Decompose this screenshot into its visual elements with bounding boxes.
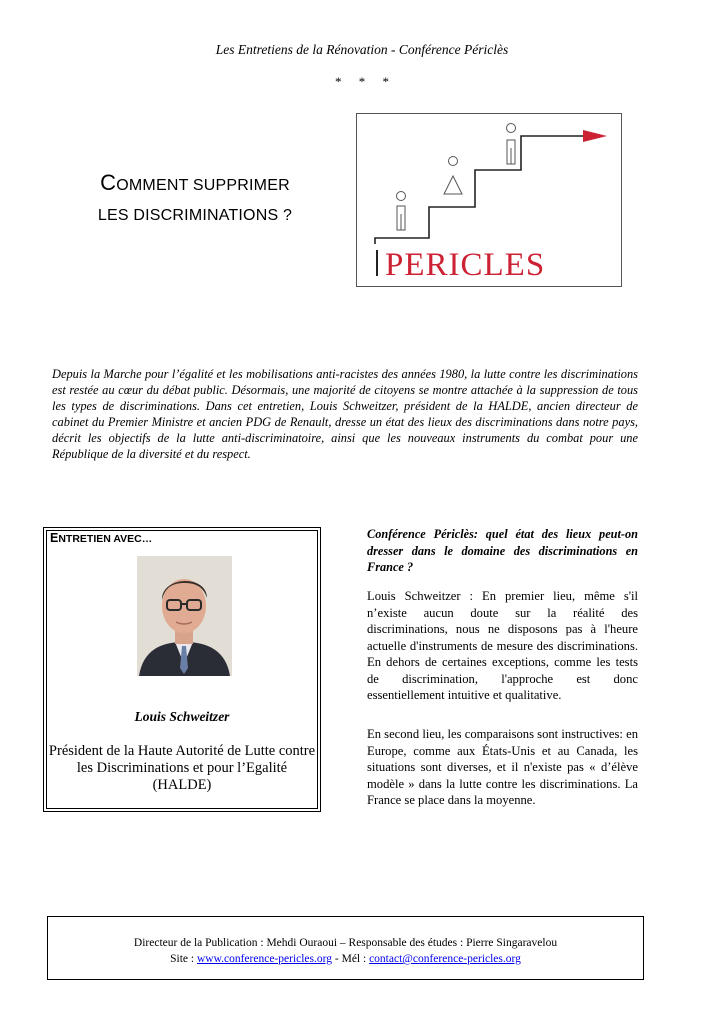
pericles-logo	[356, 113, 622, 287]
answer-paragraph-2: En second lieu, les comparaisons sont instructives: en Europe, comme aux États-Unis et au Canada, les situations sont diverses, et il n'existe pas « d’élève modèle » dans la lutte contre les discriminations. La France se place dans la moyenne.	[367, 727, 638, 807]
answer-paragraph-1: Louis Schweitzer : En premier lieu, même s'il n’existe aucun doute sur la réalité des discriminations, nous ne disposons pas à l'heure actuelle d'instruments de mesure des discriminations. En dehors de certaines exceptions, comme les tests de discrimination, l'approche est donc essentiellement intuitive et qualitative.	[367, 589, 638, 702]
title-line-1-rest: OMMENT SUPPRIMER	[116, 177, 290, 194]
question-text: Conférence Périclès: quel état des lieux peut-on dresser dans le domaine des discriminations en France ?	[367, 527, 638, 574]
intro-paragraph: Depuis la Marche pour l’égalité et les mobilisations anti-racistes des années 1980, la lutte contre les discriminations est restée au cœur du débat public. Désormais, une majorité de citoyens se montre attachée à la suppression de tous les types de discriminations. Dans cet entretien, Louis Schweitzer, président de la HALDE, ancien directeur de cabinet du Premier Ministre et ancien PDG de Renault, dresse un état des lieux des discriminations dans notre pays, décrit les objectifs de la lutte anti-discriminatoire, ainsi que les nouveaux instruments du combat pour une République de la diversité et du respect.	[52, 367, 638, 461]
mail-link[interactable]: contact@conference-pericles.org	[369, 953, 521, 965]
mail-label: - Mél :	[332, 953, 370, 965]
footer	[47, 935, 644, 967]
stairs-logo-icon	[357, 114, 619, 284]
person-name: Louis Schweitzer	[134, 709, 230, 724]
portrait-icon	[137, 556, 232, 676]
portrait-photo	[137, 556, 232, 676]
separator-stars: * * *	[335, 74, 389, 89]
person-role: Président de la Haute Autorité de Lutte contre les Discriminations et pour l’Egalité (HALDE)	[48, 743, 316, 793]
interview-heading	[50, 531, 152, 545]
interview-heading-rest: NTRETIEN AVEC…	[58, 533, 153, 545]
arrow-icon	[583, 130, 607, 142]
logo-text: PERICLES	[385, 247, 546, 283]
site-label: Site :	[170, 953, 197, 965]
interview-heading-initial: E	[50, 531, 59, 545]
title-initial: C	[100, 170, 117, 195]
footer-credits: Directeur de la Publication : Mehdi Ouraoui – Responsable des études : Pierre Singaravelou	[133, 937, 558, 949]
site-link[interactable]: www.conference-pericles.org	[196, 953, 333, 965]
title-line-2: LES DISCRIMINATIONS ?	[97, 207, 293, 224]
page-title	[40, 168, 350, 231]
series-title: Les Entretiens de la Rénovation - Conférence Périclès	[215, 42, 509, 57]
title-line-1	[40, 168, 350, 201]
footer-contact-line	[47, 951, 644, 967]
